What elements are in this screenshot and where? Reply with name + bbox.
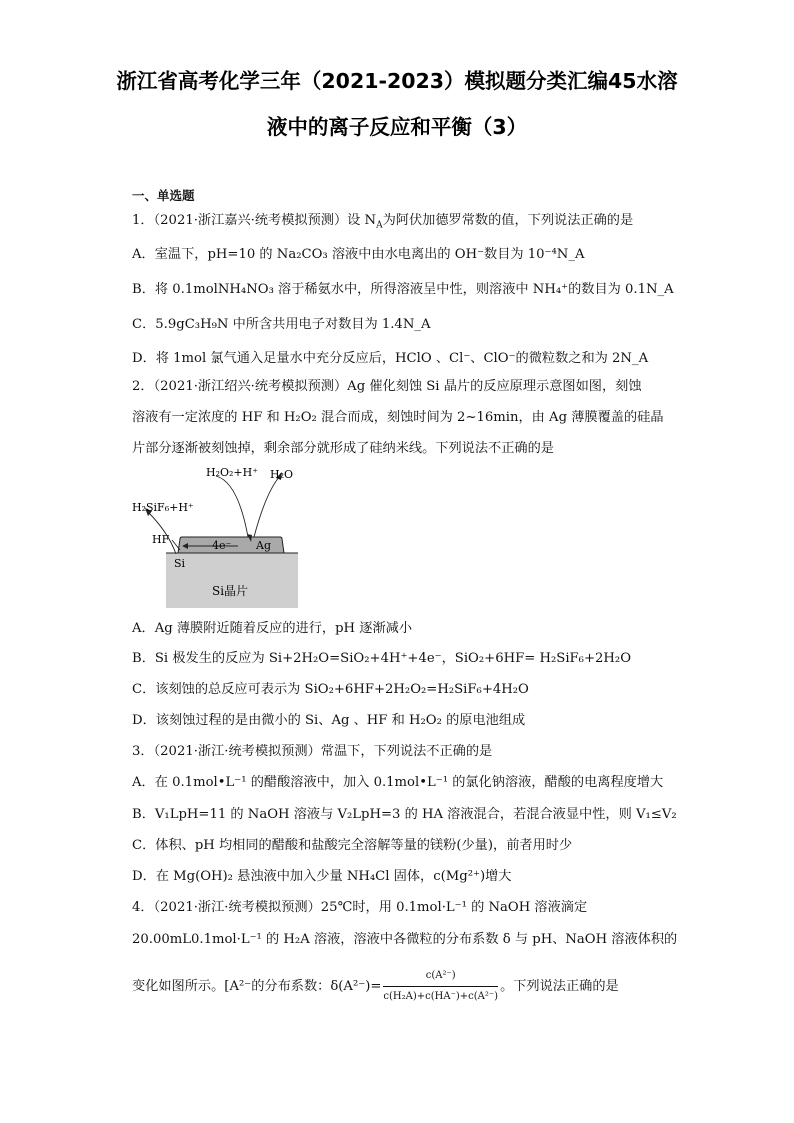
q1-option-b: B．将 0.1molNH₄NO₃ 溶于稀氨水中，所得溶液呈中性，则溶液中 NH₄⁺的数目为 0.1N_A: [132, 282, 674, 297]
q1-stem: [132, 212, 672, 230]
q2-option-d: D．该刻蚀过程的是由微小的 Si、Ag 、HF 和 H₂O₂ 的原电池组成: [132, 713, 526, 728]
distribution-fraction: [383, 967, 498, 1006]
label-h2o2-h: H₂O₂+H⁺: [206, 466, 259, 479]
si-wafer: [166, 553, 298, 608]
q2-option-c: C．该刻蚀的总反应可表示为 SiO₂+6HF+2H₂O₂=H₂SiF₆+4H₂O: [132, 682, 529, 697]
q1-stem-pre: 1．（2021·浙江嘉兴·统考模拟预测）设 N: [132, 213, 377, 228]
q4-stem-line-2: 20.00mL0.1mol·L⁻¹ 的 H₂A 溶液，溶液中各微粒的分布系数 δ 与 pH、NaOH 溶液体积的: [132, 932, 678, 947]
fraction-numerator: c(A²⁻): [383, 967, 498, 987]
label-si-wafer: Si晶片: [212, 584, 249, 598]
label-si: Si: [174, 557, 186, 570]
label-h2sif6: H₂SiF₆+H⁺: [132, 501, 194, 514]
q3-stem: 3．（2021·浙江·统考模拟预测）常温下，下列说法不正确的是: [132, 744, 493, 759]
q4-stem-line-3-post: 。下列说法正确的是: [500, 979, 619, 994]
q1-option-d: D．将 1mol 氯气通入足量水中充分反应后，HClO 、Cl⁻、ClO⁻的微粒数之和为 2N_A: [132, 351, 649, 366]
q1-option-c: C．5.9gC₃H₉N 中所含共用电子对数目为 1.4N_A: [132, 317, 431, 332]
fraction-denominator: c(H₂A)+c(HA⁻)+c(A²⁻): [383, 991, 499, 1002]
q1-stem-sub: A: [376, 220, 383, 231]
q2-option-a: A．Ag 薄膜附近随着反应的进行，pH 逐渐减小: [132, 621, 413, 636]
q3-option-a: A．在 0.1mol•L⁻¹ 的醋酸溶液中，加入 0.1mol•L⁻¹ 的氯化钠溶液，醋酸的电离程度增大: [132, 775, 664, 790]
arrow-h2o2-in: [216, 476, 248, 537]
label-hf: HF: [152, 533, 170, 546]
q4-stem-line-3: [132, 967, 672, 1006]
label-ag: Ag: [256, 539, 271, 552]
q3-option-d: D．在 Mg(OH)₂ 悬浊液中加入少量 NH₄Cl 固体，c(Mg²⁺)增大: [132, 869, 512, 884]
q2-stem-line-2: 溶液有一定浓度的 HF 和 H₂O₂ 混合而成，刻蚀时间为 2~16min，由 Ag 薄膜覆盖的硅晶: [132, 410, 664, 425]
q4-stem-line-3-pre: 变化如图所示。[A²⁻的分布系数：δ(A²⁻)=: [132, 979, 382, 994]
q2-option-b: B．Si 极发生的反应为 Si+2H₂O=SiO₂+4H⁺+4e⁻，SiO₂+6HF= H₂SiF₆+2H₂O: [132, 651, 632, 666]
q3-option-b: B．V₁LpH=11 的 NaOH 溶液与 V₂LpH=3 的 HA 溶液混合，若混合液显中性，则 V₁≤V₂: [132, 807, 677, 822]
q3-option-c: C．体积、pH 均相同的醋酸和盐酸完全溶解等量的镁粉(少量)，前者用时少: [132, 838, 573, 853]
label-h2o: H₂O: [270, 468, 294, 481]
q1-option-a: A．室温下，pH=10 的 Na₂CO₃ 溶液中由水电离出的 OH⁻数目为 10⁻⁴N_A: [132, 247, 585, 262]
document-title-line-2: 液中的离子反应和平衡（3）: [266, 115, 528, 139]
arrow-h2o-out: [254, 476, 280, 537]
etching-diagram: [130, 462, 305, 612]
q2-stem-line-1: 2．（2021·浙江绍兴·统考模拟预测）Ag 催化刻蚀 Si 晶片的反应原理示意图如图，刻蚀: [132, 379, 642, 394]
document-title-line-1: 浙江省高考化学三年（2021-2023）模拟题分类汇编45水溶: [116, 69, 678, 93]
q4-stem-line-1: 4．（2021·浙江·统考模拟预测）25℃时，用 0.1mol·L⁻¹ 的 NaOH 溶液滴定: [132, 900, 588, 915]
q1-stem-post: 为阿伏加德罗常数的值，下列说法正确的是: [382, 213, 634, 228]
label-electrons: 4e⁻: [212, 539, 232, 552]
section-heading: 一、单选题: [132, 188, 195, 203]
q2-stem-line-3: 片部分逐渐被刻蚀掉，剩余部分就形成了硅纳米线。下列说法不正确的是: [132, 441, 554, 456]
